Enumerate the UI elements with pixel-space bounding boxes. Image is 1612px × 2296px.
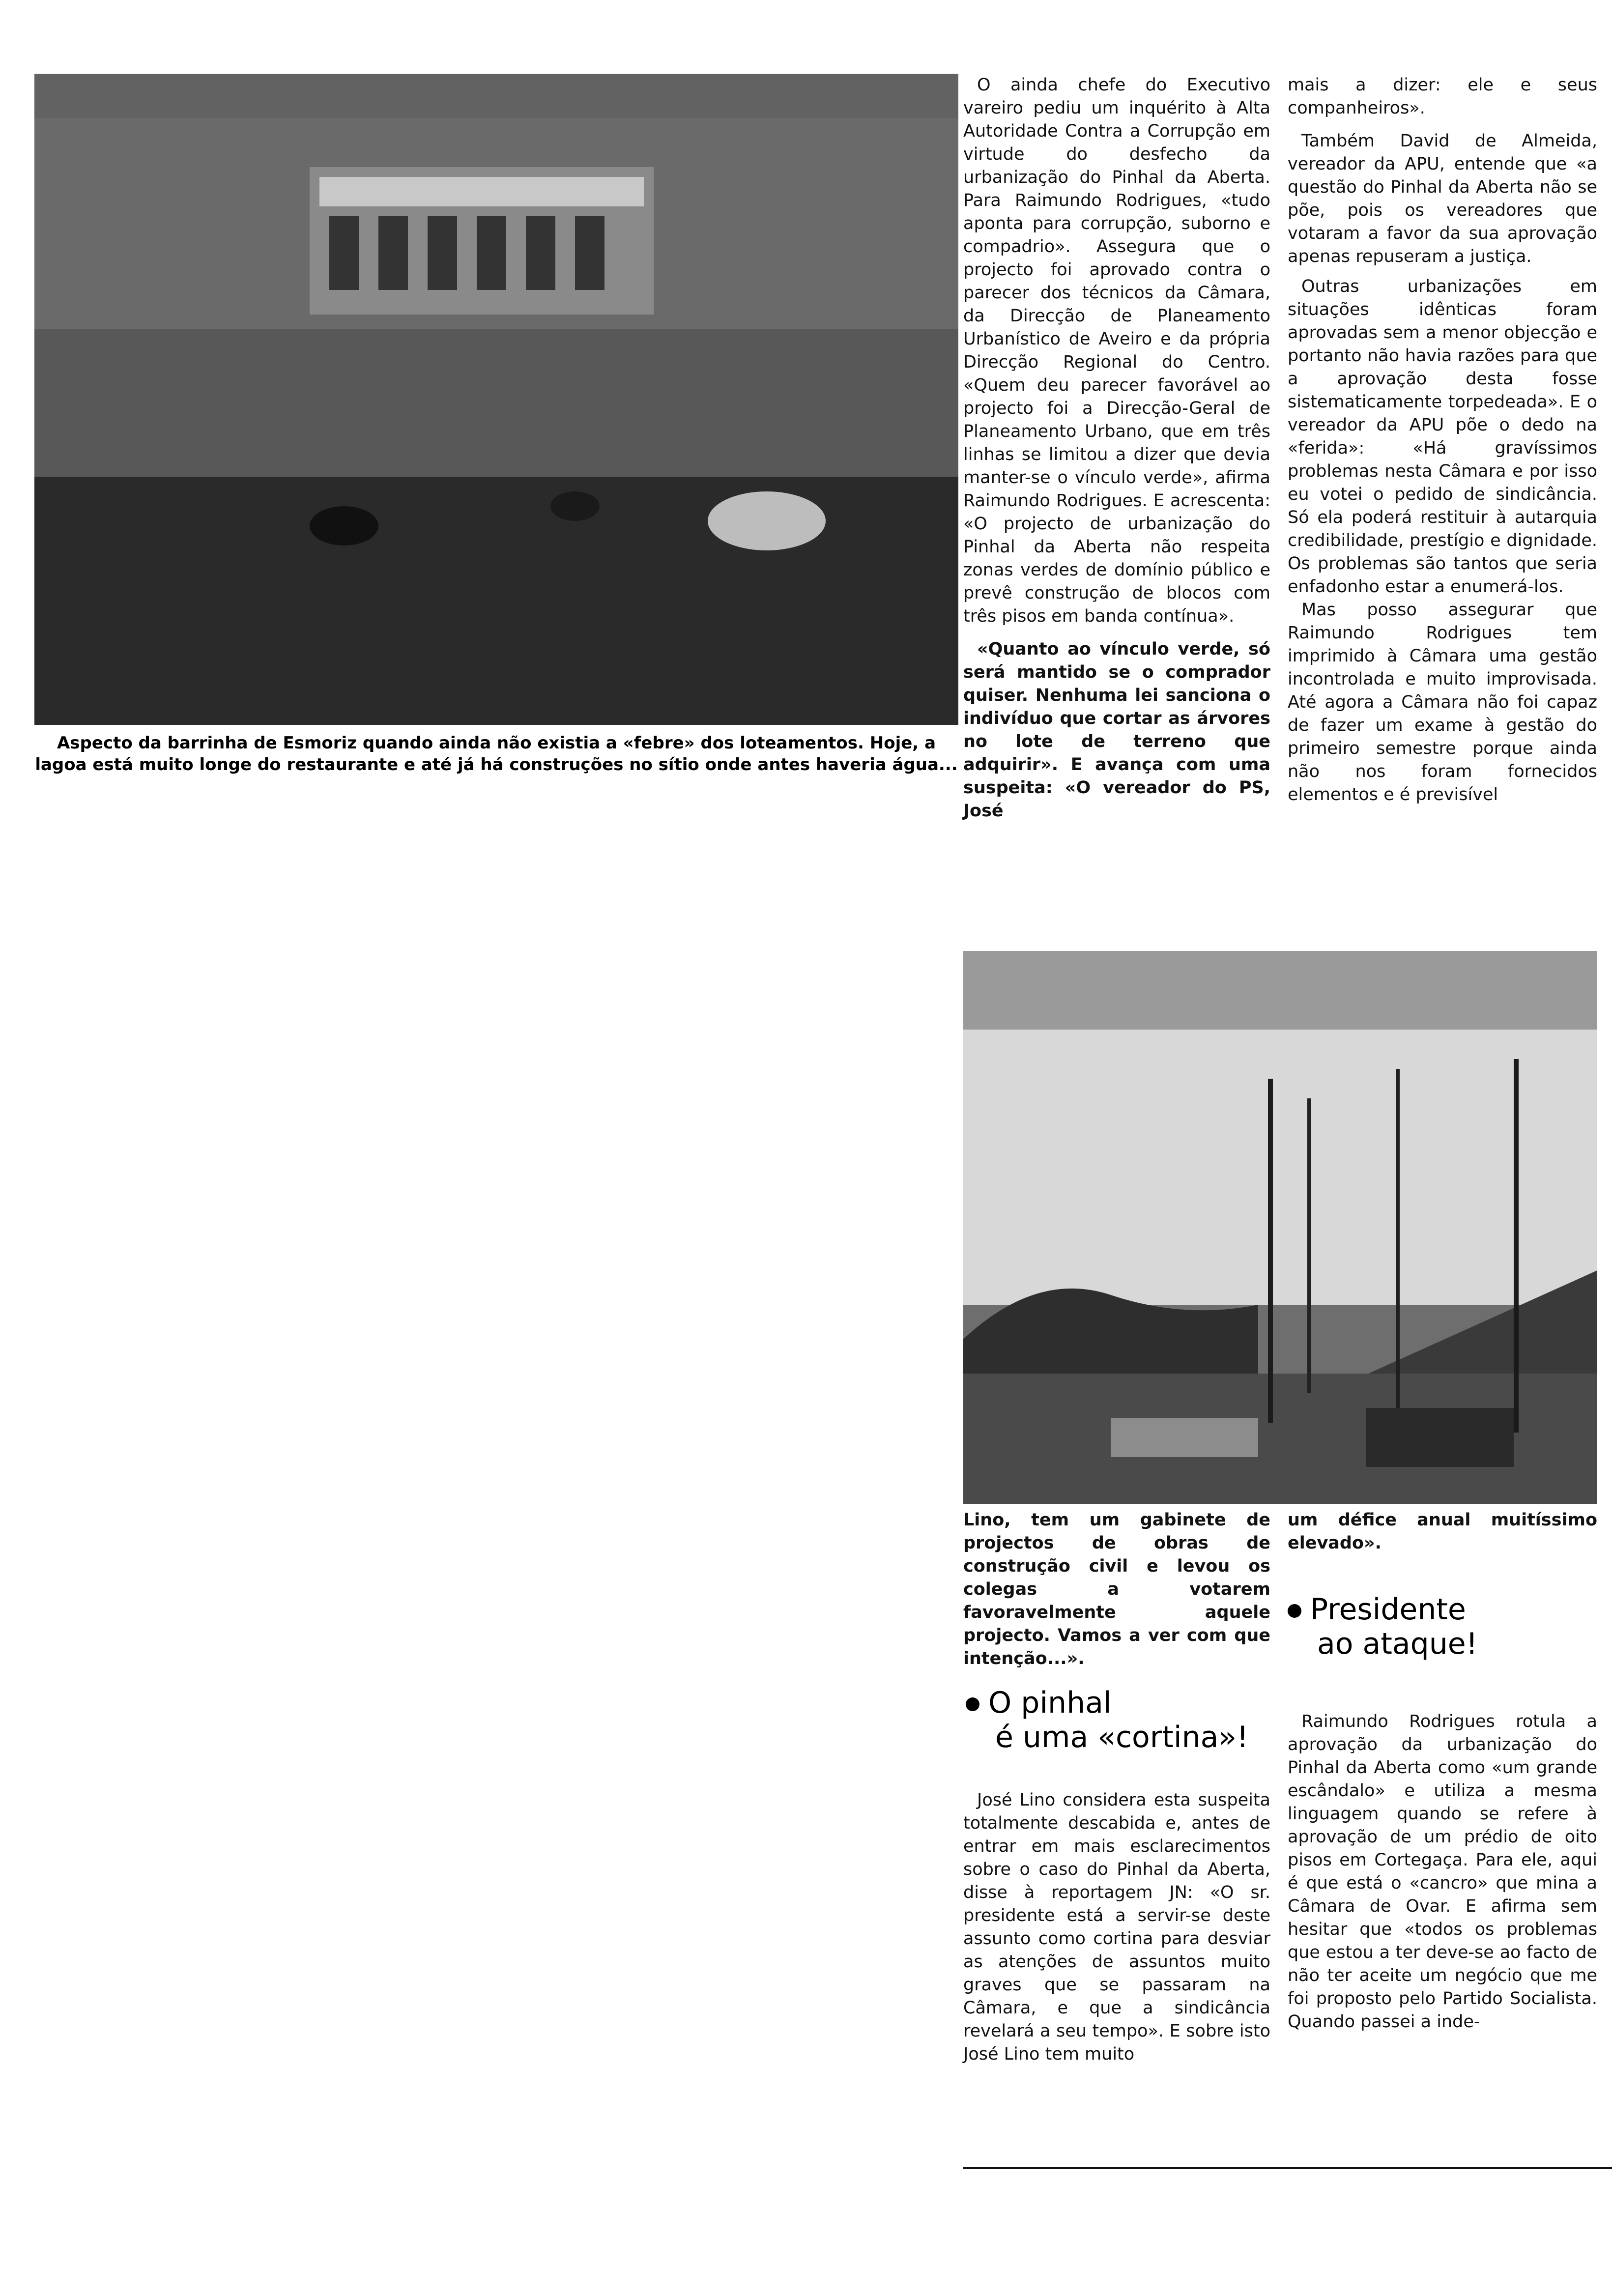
paragraph: José Lino considera esta suspeita totalmente descabida e, antes de entrar em mais esclarecimentos sobre o caso do Pinhal da Aberta, disse à reportagem JN: «O sr. presidente está a servir-se deste assunto como cortina para desviar as atenções de assuntos muito graves que se passaram na Câmara, e que a sindicância revelará a seu tempo». E sobre isto José Lino tem muito [963, 1790, 1270, 2064]
paragraph: Lino, tem um gabinete de projectos de obras de construção civil e levou os colegas a votarem favoravelmente aquele projecto. Vamos a ver com que intenção...». [963, 1510, 1270, 1668]
bullet-icon [1288, 1604, 1301, 1618]
photo-caption: Aspecto da barrinha de Esmoriz quando ainda não existia a «febre» dos loteamentos. Hoje, a lagoa está muito longe do restaurante e até já há construções no sítio onde antes haveria água... [35, 733, 958, 775]
subheading-presidente [1288, 1592, 1478, 1661]
subheading-line: O pinhal [988, 1686, 1112, 1720]
photo-barrinha-esmoriz [34, 74, 958, 725]
paragraph: um défice anual muitíssimo elevado». [1288, 1510, 1597, 1553]
bottom-rule [963, 2167, 1612, 2169]
subheading-line: é uma «cortina»! [995, 1720, 1249, 1754]
subheading-line: ao ataque! [1317, 1627, 1478, 1661]
paragraph: Também David de Almeida, vereador da APU, entende que «a questão do Pinhal da Aberta não se põe, pois os vereadores que votaram a favor da sua aprovação apenas repuseram a justiça. [1288, 131, 1597, 266]
subheading-o-pinhal [966, 1686, 1248, 1754]
photo-pinhal-aberta [963, 951, 1597, 1504]
paragraph: «Quanto ao vínculo verde, só será mantido se o comprador quiser. Nenhuma lei sanciona o indivíduo que cortar as árvores no lote de terreno que adquirir». E avança com uma suspeita: «O vereador do PS, José [963, 639, 1270, 821]
article-column-a-top [963, 74, 1270, 823]
paragraph: mais a dizer: ele e seus companheiros». [1288, 75, 1597, 118]
article-column-b-bottom [1288, 1509, 1597, 1555]
paragraph: O ainda chefe do Executivo vareiro pediu um inquérito à Alta Autoridade Contra a Corrupção em virtude do desfecho da urbanização do Pinhal da Aberta. Para Raimundo Rodrigues, «tudo aponta para corrupção, suborno e compadrio». Assegura que o projecto foi aprovado contra o parecer dos técnicos da Câmara, da Direcção de Planeamento Urbanístico de Aveiro e da própria Direcção Regional do Centro. «Quem deu parecer favorável ao projecto foi a Direcção-Geral de Planeamento Urbano, que em três linhas se limitou a dizer que devia manter-se o vínculo verde», afirma Raimundo Rodrigues. E acrescenta: «O projecto de urbanização do Pinhal da Aberta não respeita zonas verdes de domínio público e prevê construção de blocos com três pisos em banda contínua». [963, 75, 1270, 626]
article-column-a-bottom [963, 1509, 1270, 1670]
article-column-b-bottom-2 [1288, 1710, 1597, 2034]
bullet-icon [966, 1697, 979, 1711]
article-column-a-bottom-2 [963, 1789, 1270, 2066]
paragraph: Raimundo Rodrigues rotula a aprovação da urbanização do Pinhal da Aberta como «um grande escândalo» e utiliza a mesma linguagem quando se refere à aprovação de um prédio de oito pisos em Cortegaça. Para ele, aqui é que está o «cancro» que mina a Câmara de Ovar. E afirma sem hesitar que «todos os problemas que estou a ter deve-se ao facto de não ter aceite um negócio que me foi proposto pelo Partido Socialista. Quando passei a inde- [1288, 1712, 1597, 2032]
paragraph: Outras urbanizações em situações idênticas foram aprovadas sem a menor objecção e portanto não havia razões para que a aprovação desta fosse sistematicamente torpedeada». E o vereador da APU põe o dedo na «ferida»: «Há gravíssimos problemas nesta Câmara e por isso eu votei o pedido de sindicância. Só ela poderá restituir à autarquia credibilidade, prestígio e dignidade. Os problemas são tantos que seria enfadonho estar a enumerá-los. [1288, 277, 1597, 597]
paragraph: Mas posso assegurar que Raimundo Rodrigues tem imprimido à Câmara uma gestão incontrolada e muito improvisada. Até agora a Câmara não foi capaz de fazer um exame à gestão do primeiro semestre porque ainda não nos foram fornecidos elementos e é previsível [1288, 600, 1597, 804]
subheading-line: Presidente [1310, 1592, 1466, 1627]
article-column-b-top [1288, 74, 1597, 806]
